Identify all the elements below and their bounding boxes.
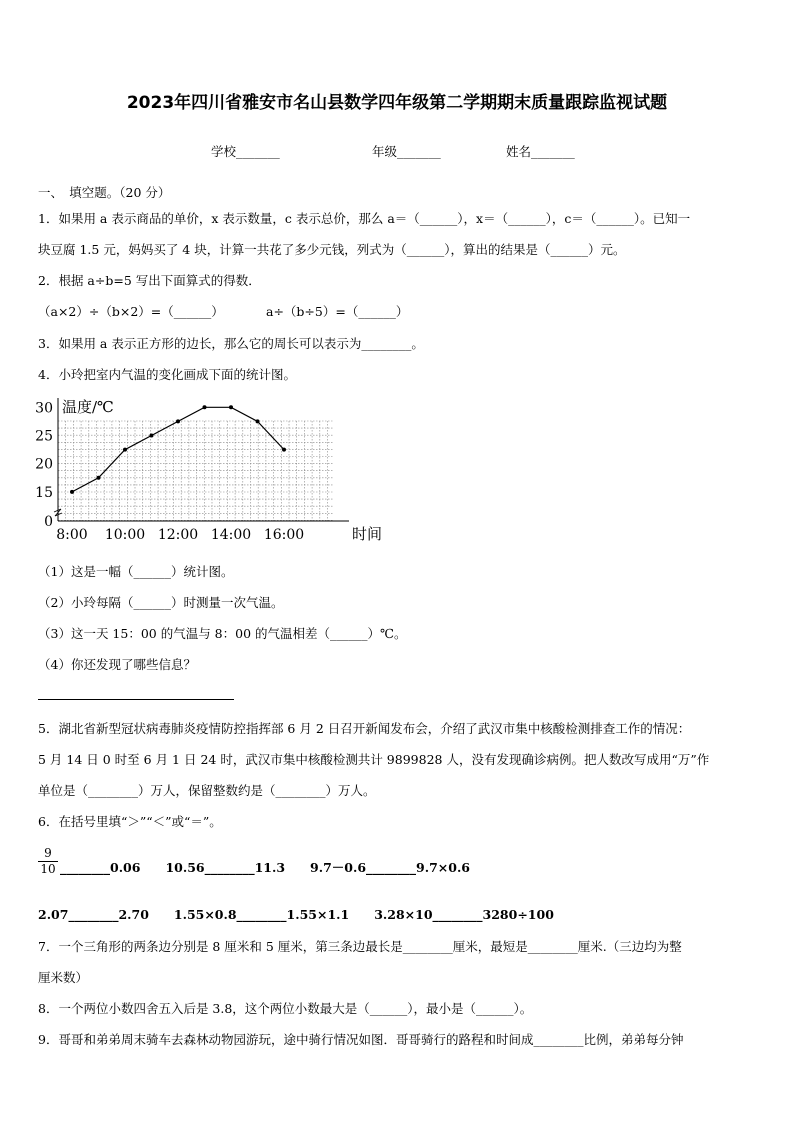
q4-sub2: （2）小玲每隔（______）时测量一次气温。 [38, 595, 284, 610]
page-title: 2023年四川省雅安市名山县数学四年级第二学期期末质量跟踪监视试题 [126, 93, 668, 113]
q9-line1: 9．哥哥和弟弟周末骑车去森林动物园游玩，途中骑行情况如图．哥哥骑行的路程和时间成________比例，弟弟每分钟 [38, 1032, 684, 1047]
data-point [123, 448, 127, 452]
q5-line3: 单位是（________）万人，保留整数约是（________）万人。 [38, 783, 376, 798]
data-point [229, 405, 233, 409]
x-axis-label: 时间 [352, 525, 383, 543]
x-tick-label: 10:00 [104, 527, 146, 543]
q6-line1: 6．在括号里填“＞”“＜”或“＝”。 [38, 814, 222, 829]
y-tick-label: 25 [35, 428, 53, 445]
q6-row2: 2.07________2.70 1.55×0.8________1.55×1.1 3.28×10________3280÷100 [38, 907, 554, 922]
q1-line1: 1．如果用 a 表示商品的单价，x 表示数量，c 表示总价，那么 a＝（______），x＝（______），c＝（______）。已知一 [38, 211, 691, 226]
school-field: 学校_______ [211, 144, 280, 159]
data-point [176, 419, 180, 423]
q6-row1: ________0.06 10.56________11.3 9.7－0.6________9.7×0.6 [60, 860, 470, 875]
q4-line1: 4．小玲把室内气温的变化画成下面的统计图。 [38, 367, 296, 382]
grade-field: 年级_______ [372, 144, 441, 159]
data-point [256, 419, 260, 423]
q8-line1: 8．一个两位小数四舍五入后是 3.8，这个两位小数最大是（______），最小是（______）。 [38, 1001, 533, 1016]
q1-line2: 块豆腐 1.5 元，妈妈买了 4 块，计算一共花了多少元钱，列式为（______），算出的结果是（______）元。 [38, 242, 626, 257]
q4-sub4: （4）你还发现了哪些信息？ [38, 657, 196, 672]
q2-expr2: a÷（b÷5）=（______） [266, 304, 409, 319]
y-axis-label: 温度/℃ [62, 398, 114, 416]
fraction-9-10 [38, 846, 58, 876]
fraction-denominator: 10 [40, 862, 56, 876]
q5-line2: 5 月 14 日 0 时至 6 月 1 日 24 时，武汉市集中核酸检测共计 9899828 人，没有发现确诊病例。把人数改写成用“万”作 [38, 752, 710, 767]
x-tick-label: 12:00 [157, 527, 199, 543]
q7-line2: 厘米数） [38, 970, 89, 985]
data-point [203, 405, 207, 409]
q4-sub1: （1）这是一幅（______）统计图。 [38, 564, 234, 579]
y-tick-label: 30 [35, 400, 53, 417]
q7-line1: 7．一个三角形的两条边分别是 8 厘米和 5 厘米，第三条边最长是________厘米，最短是________厘米.（三边均为整 [38, 939, 682, 954]
q5-line1: 5．湖北省新型冠状病毒肺炎疫情防控指挥部 6 月 2 日召开新闻发布会，介绍了武汉市集中核酸检测排查工作的情况： [38, 721, 691, 736]
q2-line1: 2．根据 a÷b=5 写出下面算式的得数． [38, 273, 261, 288]
q3-line1: 3．如果用 a 表示正方形的边长，那么它的周长可以表示为________。 [38, 336, 424, 351]
x-tick-label: 16:00 [263, 527, 305, 543]
data-point [282, 448, 286, 452]
data-point [150, 434, 154, 438]
fraction-numerator: 9 [38, 846, 58, 862]
data-point [70, 490, 74, 494]
section-heading: 一、 填空题。（20 分） [38, 185, 171, 200]
name-field: 姓名_______ [506, 144, 575, 159]
data-point [97, 476, 101, 480]
x-tick-label: 8:00 [56, 527, 88, 543]
y-tick-label: 20 [35, 456, 53, 473]
y-tick-label: 0 [44, 514, 53, 530]
temperature-line-chart [34, 392, 384, 552]
y-tick-label: 15 [35, 484, 53, 501]
x-tick-label: 14:00 [210, 527, 252, 543]
q2-expr1: （a×2）÷（b×2）=（______） [38, 304, 224, 319]
axis-break-mark [54, 509, 62, 516]
q4-sub3: （3）这一天 15：00 的气温与 8：00 的气温相差（______）℃。 [38, 626, 407, 641]
answer-line [38, 699, 234, 700]
